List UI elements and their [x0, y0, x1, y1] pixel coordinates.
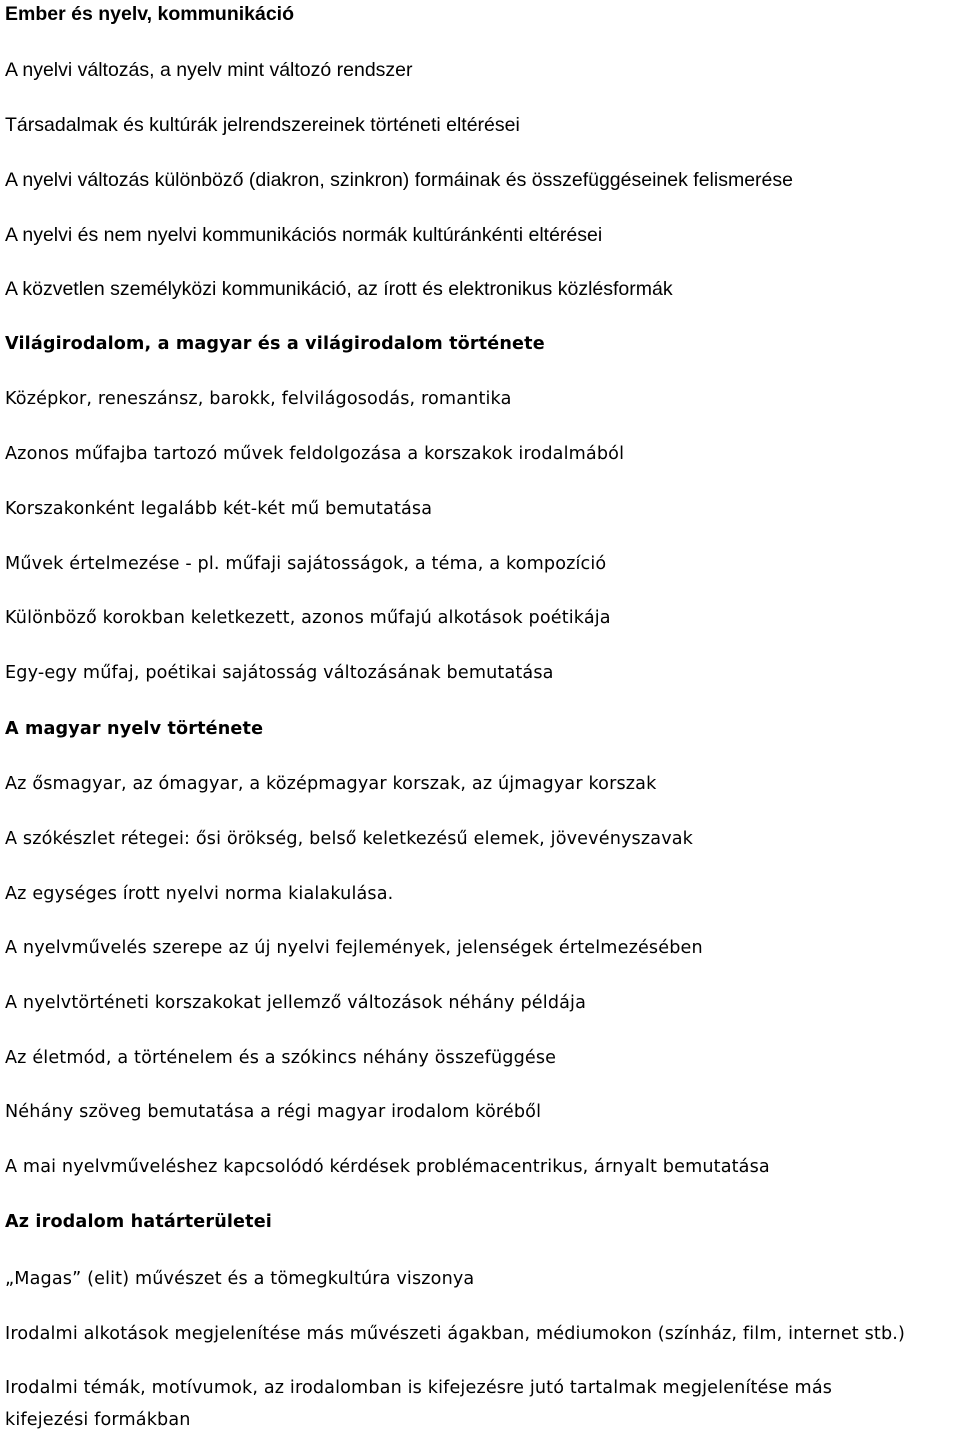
list-item: Különböző korokban keletkezett, azonos műfajú alkotások poétikája [5, 608, 611, 628]
list-item: Középkor, reneszánsz, barokk, felvilágosodás, romantika [5, 389, 512, 409]
list-item: A nyelvi változás, a nyelv mint változó rendszer [5, 59, 413, 81]
section-heading: Ember és nyelv, kommunikáció [5, 3, 295, 25]
list-item: Irodalmi témák, motívumok, az irodalomban is kifejezésre jutó tartalmak megjelenítése más kifejezési formákban [5, 1378, 833, 1430]
list-item: Korszakonként legalább két-két mű bemutatása [5, 499, 433, 519]
list-item: Irodalmi alkotások megjelenítése más művészeti ágakban, médiumokon (színház, film, internet stb.) [5, 1324, 906, 1344]
list-item: A mai nyelvműveléshez kapcsolódó kérdések problémacentrikus, árnyalt bemutatása [5, 1157, 770, 1177]
section-heading: Világirodalom, a magyar és a világirodalom története [5, 334, 545, 354]
list-item: A nyelvi és nem nyelvi kommunikációs normák kultúránkénti eltérései [5, 224, 603, 246]
section-heading: Az irodalom határterületei [5, 1212, 272, 1232]
list-item: A nyelvi változás különböző (diakron, szinkron) formáinak és összefüggéseinek felismerése [5, 169, 793, 191]
section-heading: A magyar nyelv története [5, 719, 264, 739]
list-item: Egy-egy műfaj, poétikai sajátosság változásának bemutatása [5, 663, 554, 683]
list-item: A nyelvművelés szerepe az új nyelvi fejlemények, jelenségek értelmezésében [5, 938, 703, 958]
list-item: Az életmód, a történelem és a szókincs néhány összefüggése [5, 1048, 557, 1068]
list-item: Néhány szöveg bemutatása a régi magyar irodalom köréből [5, 1102, 542, 1122]
list-item: A nyelvtörténeti korszakokat jellemző változások néhány példája [5, 993, 587, 1013]
list-item: Az ősmagyar, az ómagyar, a középmagyar korszak, az újmagyar korszak [5, 774, 657, 794]
list-item: Társadalmak és kultúrák jelrendszereinek történeti eltérései [5, 114, 520, 136]
list-item: Az egységes írott nyelvi norma kialakulása. [5, 884, 394, 904]
list-item: Azonos műfajba tartozó művek feldolgozása a korszakok irodalmából [5, 444, 625, 464]
list-item: „Magas” (elit) művészet és a tömegkultúra viszonya [5, 1269, 475, 1289]
list-item: A közvetlen személyközi kommunikáció, az írott és elektronikus közlésformák [5, 278, 673, 300]
list-item: Művek értelmezése - pl. műfaji sajátosságok, a téma, a kompozíció [5, 554, 607, 574]
list-item: A szókészlet rétegei: ősi örökség, belső keletkezésű elemek, jövevényszavak [5, 829, 694, 849]
